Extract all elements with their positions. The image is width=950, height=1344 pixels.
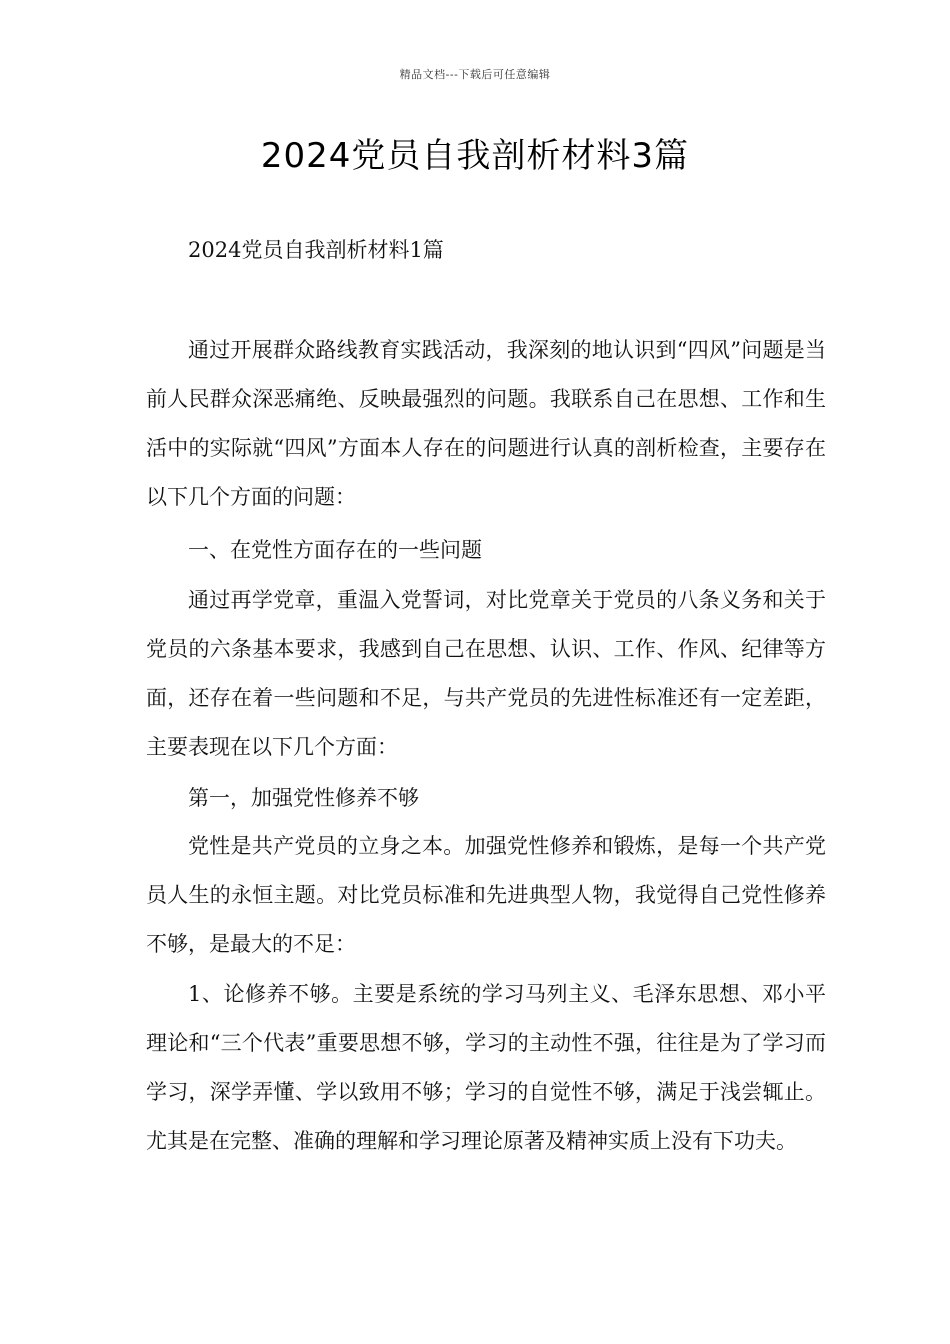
paragraph-party-charter: 通过再学党章，重温入党誓词，对比党章关于党员的八条义务和关于党员的六条基本要求，我感到自己在思想、认识、工作、作风、纪律等方面，还存在着一些问题和不足，与共产党员的先进性标准还有一定差距，主要表现在以下几个方面： [146, 588, 826, 759]
section-subtitle: 2024党员自我剖析材料1篇 [188, 238, 444, 262]
paragraph-theory-study: 1、论修养不够。主要是系统的学习马列主义、毛泽东思想、邓小平理论和“三个代表”重要思想不够，学习的主动性不强，往往是为了学习而学习，深学弄懂、学以致用不够；学习的自觉性不够，满足于浅尝辄止。尤其是在完整、准确的理解和学习理论原著及精神实质上没有下功夫。 [146, 982, 826, 1153]
header-note: 精品文档---下载后可任意编辑 [399, 68, 551, 81]
heading-party-spirit-issues: 一、在党性方面存在的一些问题 [188, 538, 482, 562]
paragraph-party-spirit: 党性是共产党员的立身之本。加强党性修养和锻炼，是每一个共产党员人生的永恒主题。对比党员标准和先进典型人物，我觉得自己党性修养不够，是最大的不足： [146, 834, 826, 956]
paragraph-intro: 通过开展群众路线教育实践活动，我深刻的地认识到“四风”问题是当前人民群众深恶痛绝、反映最强烈的问题。我联系自己在思想、工作和生活中的实际就“四风”方面本人存在的问题进行认真的剖析检查，主要存在以下几个方面的问题： [146, 338, 826, 509]
document-title: 2024党员自我剖析材料3篇 [260, 136, 690, 176]
heading-first-point: 第一，加强党性修养不够 [188, 786, 419, 810]
